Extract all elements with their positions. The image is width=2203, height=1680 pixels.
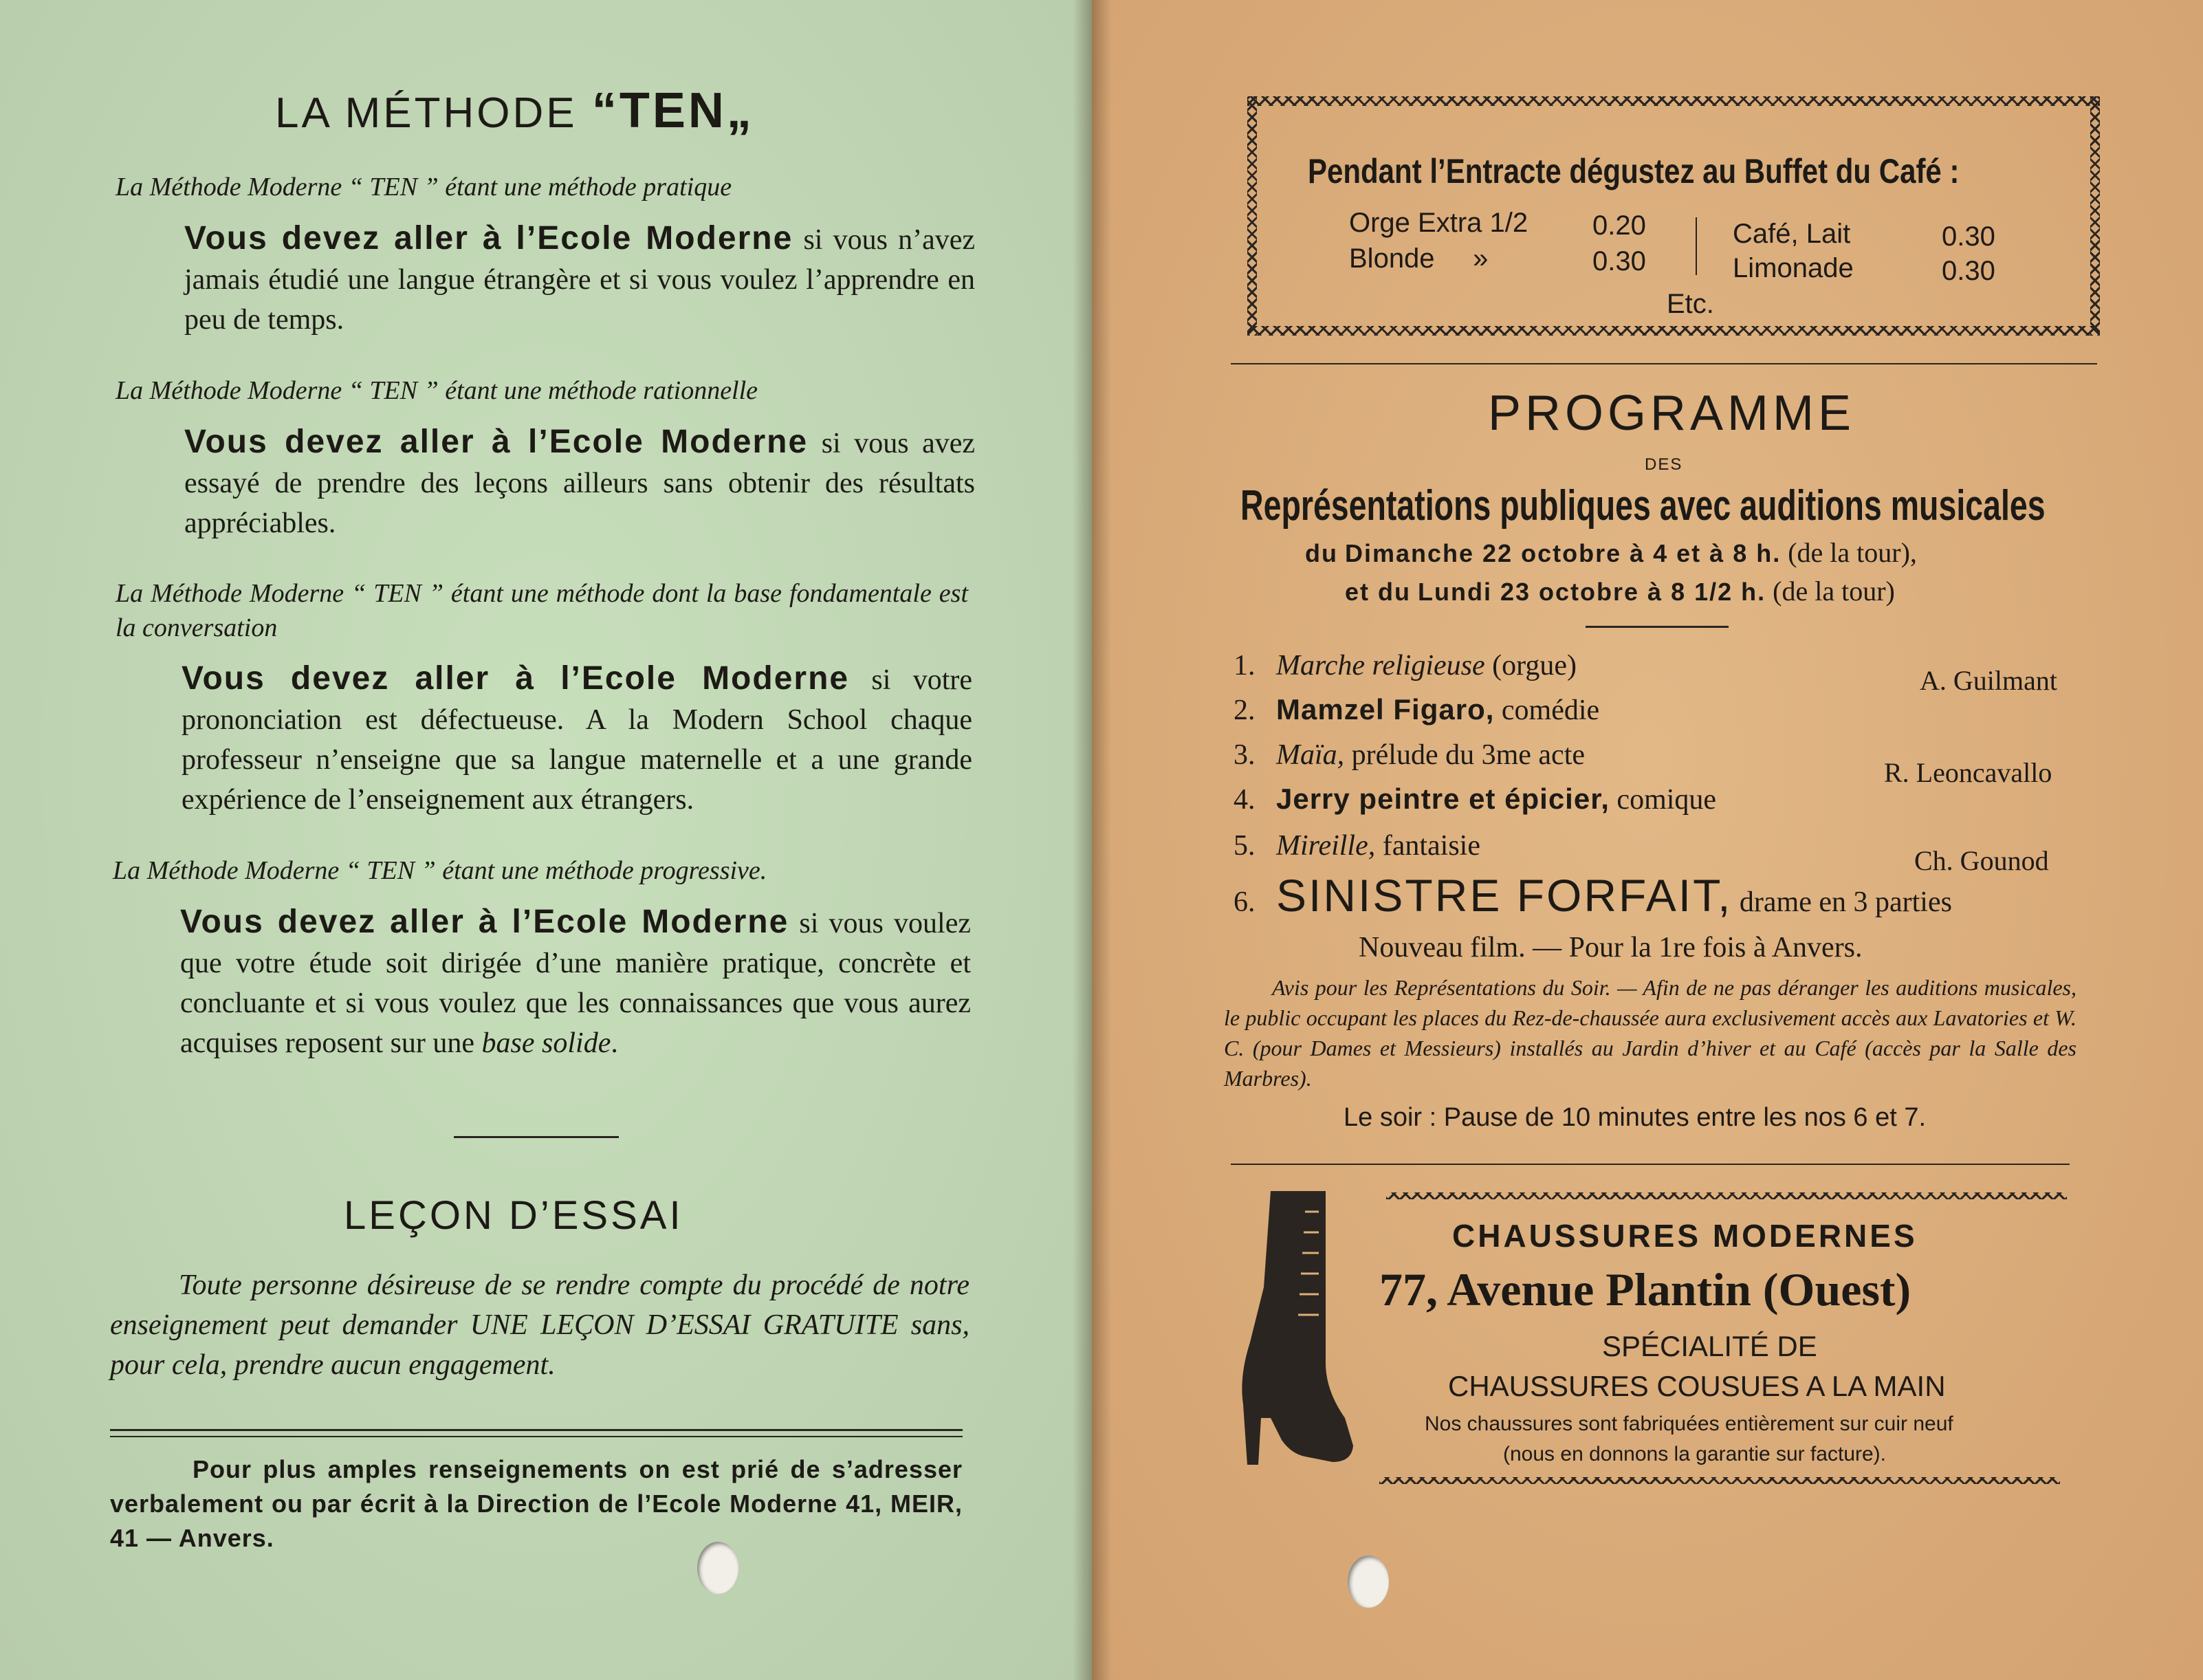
buffet-border-bottom [1247, 326, 2100, 336]
ad-line-1: CHAUSSURES MODERNES [1452, 1218, 1918, 1254]
item-6-rest: drame en 3 parties [1732, 886, 1952, 918]
buffet-item-3-name: Café, Lait [1733, 219, 1851, 249]
buffet-item-2-price: 0.30 [1592, 246, 1646, 276]
section-4-body [180, 902, 971, 1063]
programme-item-6 [1234, 869, 1952, 921]
ad-border-top [1386, 1192, 2067, 1199]
section-3-text: si votre prononciation est défectueuse. A la Modern School chaque professeur n’enseigne que sa langue maternelle et a une grande expérience de l’enseignement aux étrangers. [182, 664, 973, 816]
item-4-num: 4. [1234, 784, 1256, 816]
methode-title-b: “TEN„ [591, 83, 754, 138]
item-3-rest: prélude du 3me acte [1344, 739, 1585, 771]
section-3-intro: La Méthode Moderne “ TEN ” étant une méthode dont la base fondamentale est la conversation [116, 579, 968, 642]
buffet-column-divider [1696, 217, 1697, 275]
date-1-prefix: du [1305, 539, 1338, 567]
date-2-main: Lundi 23 octobre à 8 1/2 h. [1418, 578, 1766, 606]
left-double-rule-bottom [110, 1436, 963, 1437]
item-3-composer: R. Leoncavallo [1884, 757, 2052, 788]
section-1-lead: Vous devez aller à l’Ecole Moderne [184, 220, 793, 257]
section-3-lead: Vous devez aller à l’Ecole Moderne [182, 660, 850, 697]
left-double-rule-top [110, 1429, 963, 1431]
item-1-title: Marche religieuse [1276, 650, 1485, 681]
buffet-heading: Pendant l’Entracte dégustez au Buffet du Café : [1308, 152, 1960, 190]
binder-hole-left [697, 1542, 738, 1594]
section-2-intro: La Méthode Moderne “ TEN ” étant une méthode rationnelle [116, 376, 758, 405]
ad-line-5: Nos chaussures sont fabriquées entièrement sur cuir neuf [1425, 1412, 1953, 1435]
ad-top-rule [1231, 1164, 2070, 1165]
avis-text: Avis pour les Représentations du Soir. — Afin de ne pas déranger les auditions musicales, le public occupant les places du Rez-de-chaussée aura exclusivement accès aux Lavatories et W. C. (pour Dames et Messieurs) installés au Jardin d’hiver et au Café (accès par la Salle des Marbres). [1224, 975, 2076, 1091]
item-2-title: Mamzel Figaro, [1276, 693, 1495, 726]
item-5-num: 5. [1234, 830, 1256, 862]
item-1-num: 1. [1234, 650, 1256, 681]
binder-hole-right [1348, 1556, 1389, 1608]
buffet-item-3-price: 0.30 [1942, 221, 1995, 252]
programme-item-1 [1234, 649, 1577, 682]
programme-item-5 [1234, 829, 1480, 862]
methode-title-a: LA MÉTHODE [275, 89, 578, 137]
ad-border-bottom [1379, 1477, 2060, 1484]
pause-text: Le soir : Pause de 10 minutes entre les nos 6 et 7. [1344, 1103, 1927, 1132]
date-1-main: Dimanche 22 octobre à 4 et à 8 h. [1345, 539, 1782, 567]
buffet-item-1-name: Orge Extra 1/2 [1349, 208, 1528, 238]
item-4-title: Jerry peintre et épicier, [1276, 783, 1610, 815]
item-5-title: Mireille, [1276, 830, 1376, 862]
programme-subtitle: Représentations publiques avec auditions musicales [1240, 482, 2046, 530]
buffet-item-4-price: 0.30 [1942, 256, 1995, 286]
item-5-rest: fantaisie [1375, 830, 1480, 862]
section-1-text: si vous n’avez jamais étudié une langue étrangère et si vous voulez l’apprendre en peu de temps. [184, 224, 976, 336]
item-6-num: 6. [1234, 886, 1256, 918]
methode-title [275, 83, 754, 139]
buffet-box-line [1231, 363, 2097, 364]
buffet-border-left [1247, 96, 1257, 336]
buffet-item-4-name: Limonade [1733, 253, 1854, 283]
item-1-composer: A. Guilmant [1920, 665, 2057, 696]
programme-item-3 [1234, 739, 1585, 772]
buffet-item-2-name: Blonde » [1349, 243, 1489, 274]
date-2-prefix: et du [1345, 578, 1411, 606]
buffet-etc: Etc. [1667, 289, 1714, 319]
item-4-rest: comique [1609, 784, 1717, 816]
binding-gutter [1073, 0, 1111, 1680]
programme-date-2 [1345, 575, 1895, 607]
item-5-composer: Ch. Gounod [1914, 845, 2049, 876]
section-3-body [182, 659, 972, 820]
ad-line-2: 77, Avenue Plantin (Ouest) [1379, 1263, 1911, 1316]
footer-text: Pour plus amples renseignements on est prié de s’adresser verbalement ou par écrit à la Direction de l’Ecole Moderne 41, MEIR, 41 — Anvers. [110, 1455, 963, 1552]
lesson-text: Toute personne désireuse de se rendre compte du procédé de notre enseignement peut demander UNE LEÇON D’ESSAI GRATUITE sans, pour cela, prendre aucun engagement. [110, 1269, 969, 1381]
date-flourish [1586, 626, 1729, 628]
item-6-title: SINISTRE FORFAIT, [1276, 870, 1733, 921]
ad-line-3: SPÉCIALITÉ DE [1602, 1330, 1817, 1362]
item-2-num: 2. [1234, 695, 1256, 726]
section-2-lead: Vous devez aller à l’Ecole Moderne [184, 424, 809, 460]
ad-line-6: (nous en donnons la garantie sur facture). [1503, 1443, 1887, 1465]
section-1-intro: La Méthode Moderne “ TEN ” étant une méthode pratique [116, 173, 732, 201]
ad-line-4: CHAUSSURES COUSUES A LA MAIN [1448, 1370, 1946, 1402]
programme-date-1 [1305, 536, 1917, 569]
item-2-rest: comédie [1494, 695, 1600, 726]
item-3-title: Maïa, [1276, 739, 1345, 771]
lesson-title: LEÇON D’ESSAI [344, 1193, 683, 1238]
programme-item-4 [1234, 783, 1716, 816]
programme-des: DES [1645, 455, 1683, 474]
section-4-text-a: si vous voulez que votre étude soit dirigée d’une manière pratique, concrète et concluante et si vous voulez que les connaissances que vous aurez acquises reposent sur une [180, 908, 971, 1059]
item-6-subtitle: Nouveau film. — Pour la 1re fois à Anvers. [1359, 932, 1863, 963]
section-4-intro: La Méthode Moderne “ TEN ” étant une méthode progressive. [113, 856, 767, 885]
item-3-num: 3. [1234, 739, 1256, 771]
section-4-text-c: . [611, 1027, 618, 1059]
section-1-body [184, 219, 975, 340]
buffet-item-1-price: 0.20 [1592, 210, 1646, 241]
item-1-rest: (orgue) [1484, 650, 1577, 681]
buffet-border-right [2090, 96, 2100, 336]
section-4-lead: Vous devez aller à l’Ecole Moderne [180, 904, 789, 940]
section-2-body [184, 422, 975, 543]
boot-illustration [1223, 1184, 1360, 1473]
date-1-suffix: (de la tour), [1788, 537, 1917, 568]
date-2-suffix: (de la tour) [1773, 576, 1895, 607]
left-divider [454, 1136, 619, 1138]
section-4-text-b: base solide [481, 1027, 611, 1059]
section-2-text: si vous avez essayé de prendre des leçons ailleurs sans obtenir des résultats appréciables. [184, 428, 976, 539]
programme-item-2 [1234, 693, 1599, 727]
buffet-border-top [1247, 96, 2100, 106]
programme-title: PROGRAMME [1488, 386, 1856, 441]
